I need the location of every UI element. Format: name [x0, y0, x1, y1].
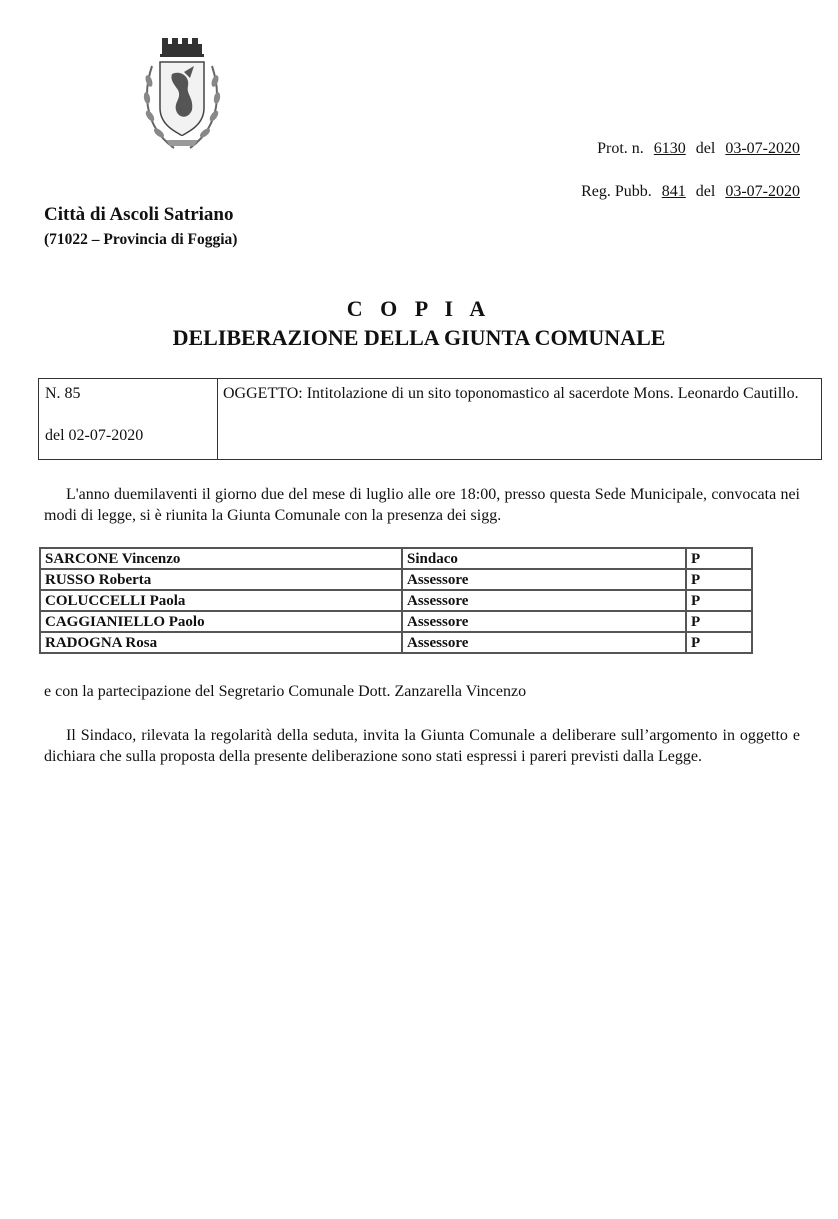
registry-line	[581, 183, 800, 201]
copia-heading: C O P I A	[346, 296, 492, 321]
member-role: Assessore	[402, 569, 686, 590]
table-row	[40, 632, 752, 653]
protocol-label: Prot. n.	[597, 140, 644, 157]
subject-box-left	[39, 379, 218, 459]
members-table	[39, 547, 753, 654]
registry-label: Reg. Pubb.	[581, 183, 652, 200]
registry-del: del	[695, 183, 716, 200]
secretary-paragraph: e con la partecipazione del Segretario Comunale Dott. Zanzarella Vincenzo	[44, 683, 527, 700]
member-status: P	[686, 632, 752, 653]
member-name: RADOGNA Rosa	[40, 632, 402, 653]
member-status: P	[686, 569, 752, 590]
member-role: Sindaco	[402, 548, 686, 569]
member-status: P	[686, 548, 752, 569]
mayor-paragraph: Il Sindaco, rilevata la regolarità della seduta, invita la Giunta Comunale a deliberare sull’argomento in oggetto e dichiara che sulla proposta della presente deliberazione sono stati espressi i pareri previsti dalla Legge.	[44, 727, 800, 765]
registry-number: 841	[661, 183, 686, 200]
member-role: Assessore	[402, 632, 686, 653]
table-row	[40, 590, 752, 611]
intro-paragraph: L'anno duemilaventi il giorno due del mese di luglio alle ore 18:00, presso questa Sede Municipale, convocata nei modi di legge, si è riunita la Giunta Comunale con la presenza dei sigg.	[44, 486, 800, 524]
member-name: RUSSO Roberta	[40, 569, 402, 590]
registry-date: 03-07-2020	[725, 183, 800, 200]
member-name: COLUCCELLI Paola	[40, 590, 402, 611]
document-title: DELIBERAZIONE DELLA GIUNTA COMUNALE	[172, 325, 666, 350]
member-status: P	[686, 590, 752, 611]
coat-of-arms-icon	[140, 36, 224, 156]
city-name: Città di Ascoli Satriano	[44, 204, 234, 225]
province-line: (71022 – Provincia di Foggia)	[44, 231, 238, 248]
protocol-del: del	[695, 140, 716, 157]
deliberation-number: N. 85	[45, 385, 81, 402]
member-status: P	[686, 611, 752, 632]
table-row	[40, 611, 752, 632]
member-name: CAGGIANIELLO Paolo	[40, 611, 402, 632]
member-name: SARCONE Vincenzo	[40, 548, 402, 569]
table-row	[40, 548, 752, 569]
subject-box	[38, 378, 822, 460]
member-role: Assessore	[402, 590, 686, 611]
table-row	[40, 569, 752, 590]
subject-text: OGGETTO: Intitolazione di un sito toponomastico al sacerdote Mons. Leonardo Cautillo.	[223, 385, 799, 402]
deliberation-date: del 02-07-2020	[45, 427, 144, 444]
protocol-line	[597, 140, 800, 158]
protocol-number: 6130	[653, 140, 686, 157]
protocol-date: 03-07-2020	[725, 140, 800, 157]
member-role: Assessore	[402, 611, 686, 632]
